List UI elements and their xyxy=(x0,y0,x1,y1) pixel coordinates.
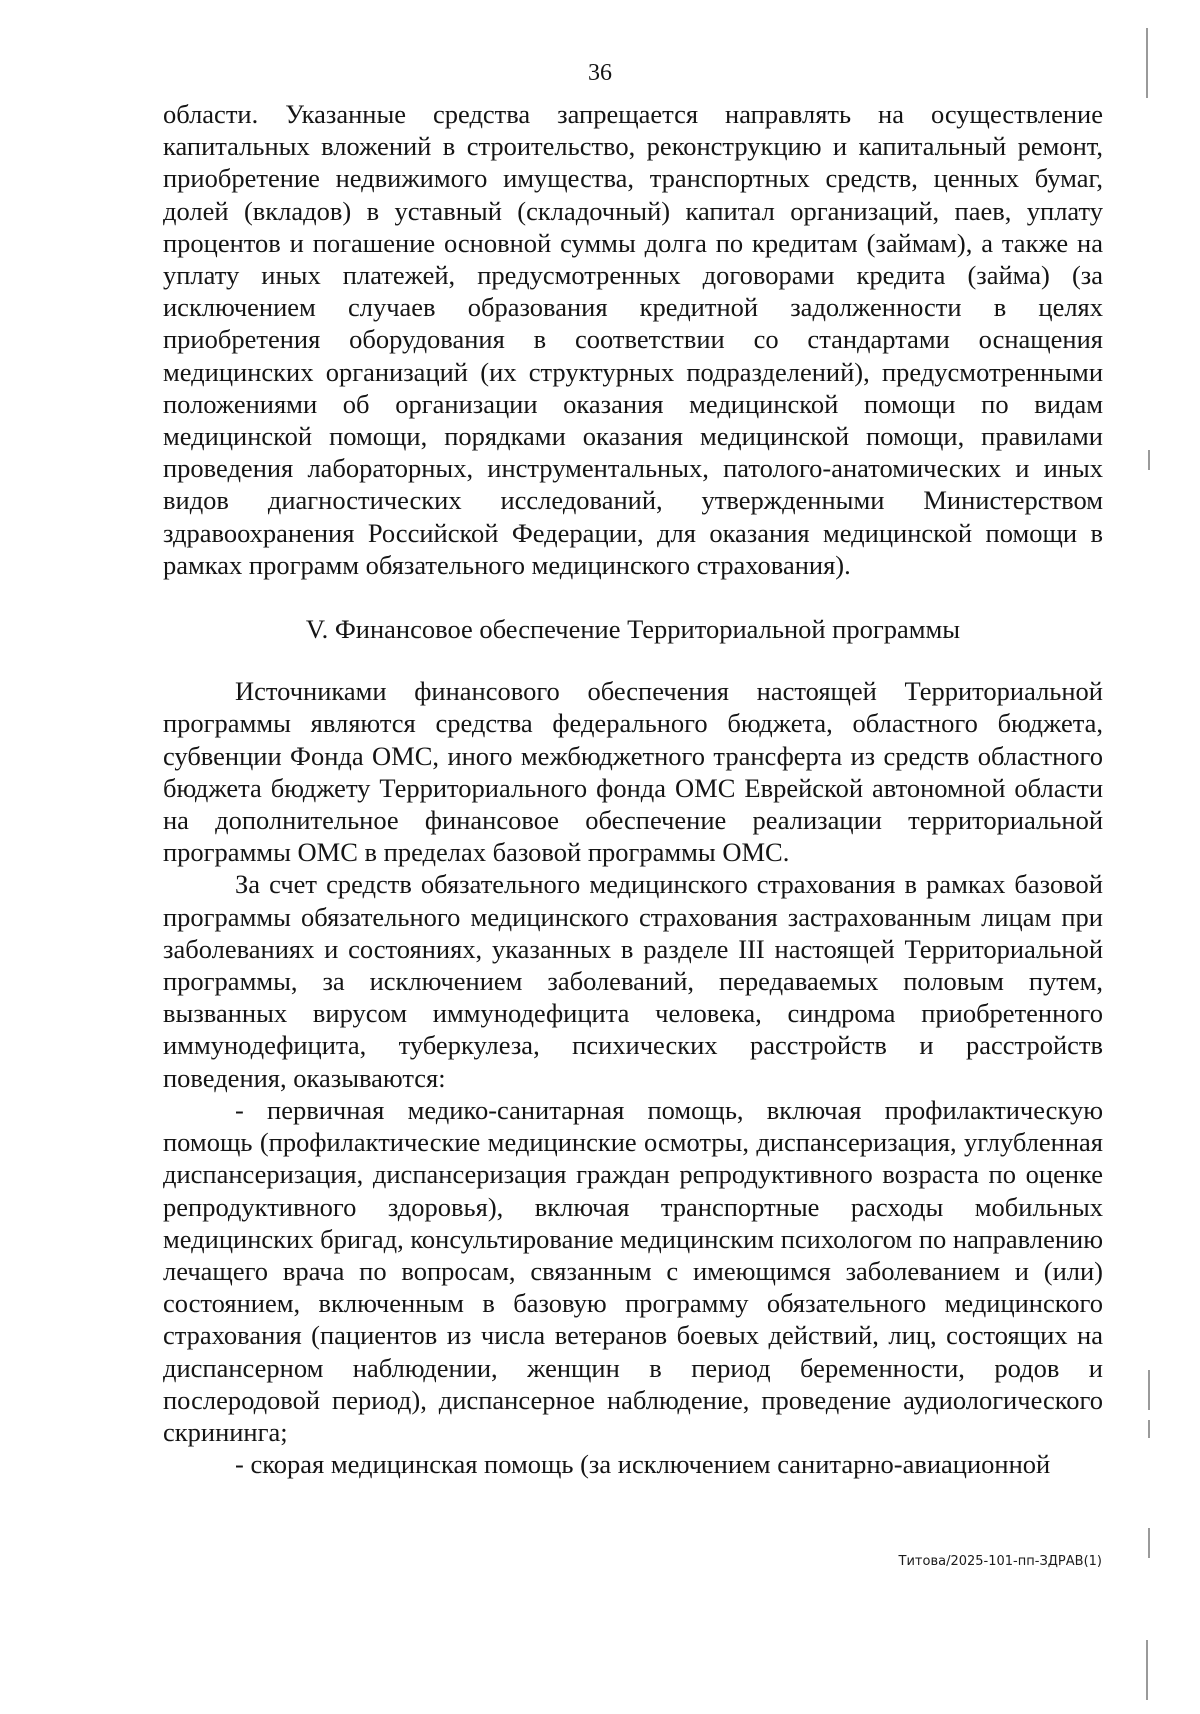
paragraph-funding-sources: Источниками финансового обеспечения настоящей Территориальной программы являются средства федерального бюджета, областного бюджета, субвенции Фонда ОМС, иного межбюджетного трансферта из средств областного бюджета бюджету Территориального фонда ОМС Еврейской автономной области на дополнительное финансовое обеспечение реализации территориальной программы ОМС в пределах базовой программы ОМС. xyxy=(163,676,1103,868)
scan-edge-mark xyxy=(1148,450,1150,470)
page-number: 36 xyxy=(588,60,612,86)
list-item-emergency-care: - скорая медицинская помощь (за исключением санитарно-авиационной xyxy=(235,1449,1051,1480)
paragraph-oms-scope: За счет средств обязательного медицинского страхования в рамках базовой программы обязательного медицинского страхования застрахованным лицам при заболеваниях и состояниях, указанных в разделе III настоящей Территориальной программы, за исключением заболеваний, передаваемых половым путем, вызванных вирусом иммунодефицита человека, синдрома приобретенного иммунодефицита, туберкулеза, психических расстройств и расстройств поведения, оказываются: xyxy=(163,869,1103,1093)
list-item-primary-care: - первичная медико-санитарная помощь, включая профилактическую помощь (профилактические медицинские осмотры, диспансеризация, углубленная диспансеризация, диспансеризация граждан репродуктивного возраста по оценке репродуктивного здоровья), включая транспортные расходы мобильных медицинских бригад, консультирование медицинским психологом по направлению лечащего врача по вопросам, связанным с имеющимся заболеванием и (или) состоянием, включенным в базовую программу обязательного медицинского страхования (пациентов из числа ветеранов боевых действий, лиц, состоящих на диспансерном наблюдении, женщин в период беременности, родов и послеродовой период), диспансерное наблюдение, проведение аудиологического скрининга; xyxy=(163,1094,1103,1447)
footer-reference: Титова/2025-101-пп-ЗДРАВ(1) xyxy=(898,1554,1102,1569)
section-heading: V. Финансовое обеспечение Территориальной программы xyxy=(305,614,961,645)
paragraph-continued: области. Указанные средства запрещается направлять на осуществление капитальных вложений в строительство, реконструкцию и капитальный ремонт, приобретение недвижимого имущества, транспортных средств, ценных бумаг, долей (вкладов) в уставный (складочный) капитал организаций, паев, уплату процентов и погашение основной суммы долга по кредитам (займам), а также на уплату иных платежей, предусмотренных договорами кредита (займа) (за исключением случаев образования кредитной задолженности в целях приобретения оборудования в соответствии со стандартами оснащения медицинских организаций (их структурных подразделений), предусмотренными положениями об организации оказания медицинской помощи по видам медицинской помощи, порядками оказания медицинской помощи, правилами проведения лабораторных, инструментальных, патолого-анатомических и иных видов диагностических исследований, утвержденными Министерством здравоохранения Российской Федерации, для оказания медицинской помощи в рамках программ обязательного медицинского страхования). xyxy=(163,99,1103,580)
document-body xyxy=(163,98,1103,1480)
scan-edge-mark xyxy=(1148,1528,1150,1558)
scan-edge-mark xyxy=(1148,1370,1150,1410)
scan-edge-mark xyxy=(1146,1640,1148,1700)
scan-edge-mark xyxy=(1148,1420,1150,1438)
scan-edge-mark xyxy=(1146,28,1148,98)
